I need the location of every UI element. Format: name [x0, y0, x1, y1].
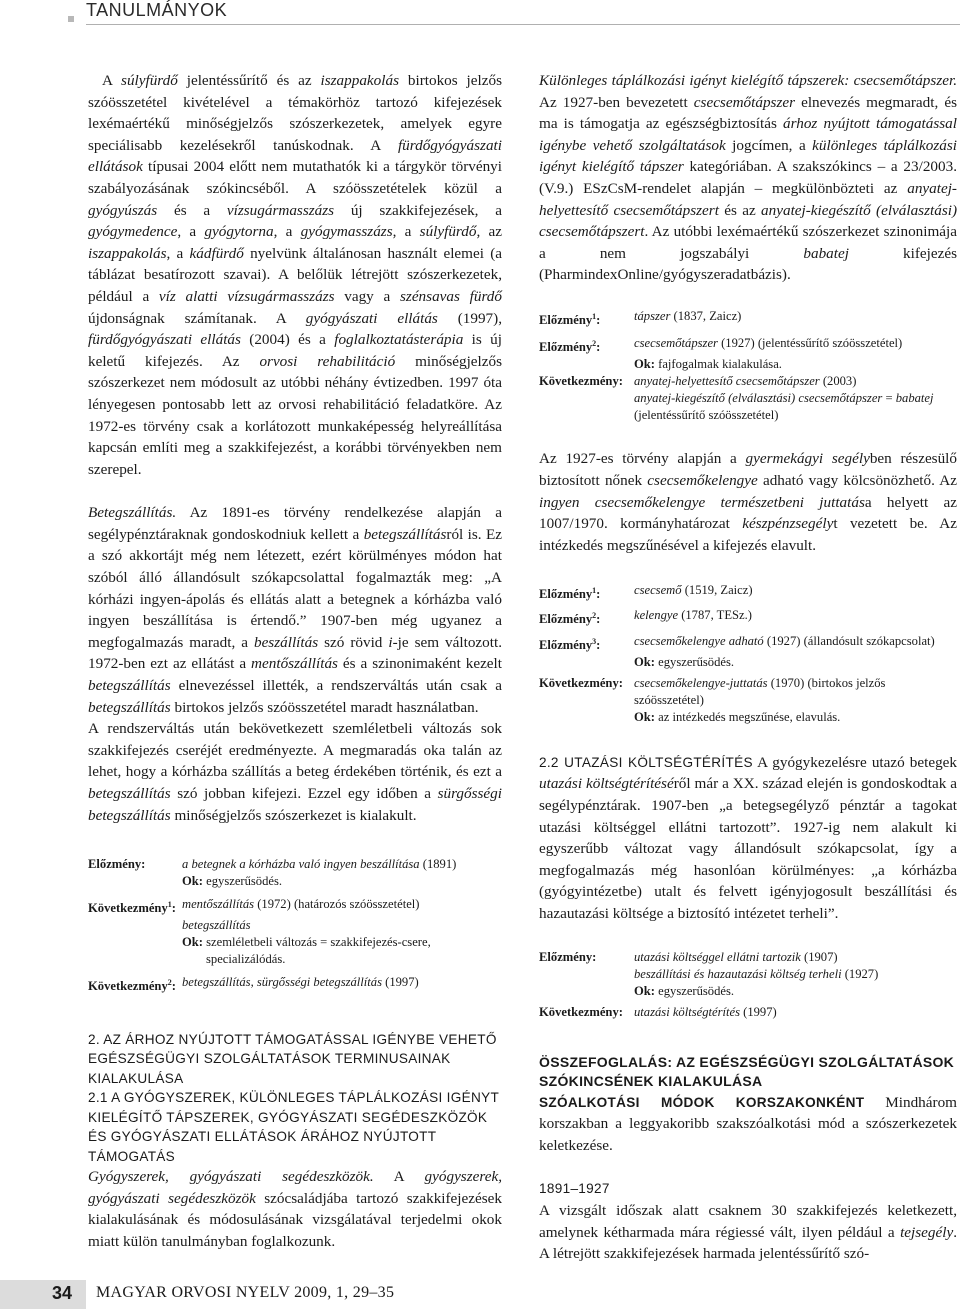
ety-label: Előzmény:: [539, 949, 597, 964]
paragraph-csecsemokelengye: Az 1927-es törvény alapján a gyermekágyi segélyben részesülő biztosított nőnek csecsemőkelengye adható vagy kölcsönözhető. Az ingyen csecsemőkelengye természetbeni juttatása helyett az 1007/1970. kormányhatározat készpénzsegélyt vezetett be. Az intézkedés megszűnésével a kifejezés elavult.: [539, 450, 957, 554]
ety-ok-label: Ok:: [634, 983, 655, 998]
ety-ok-text: az intézkedés megszűnése, elavulás.: [655, 709, 841, 724]
paragraph-betegszallitas: Betegszállítás. Az 1891-es törvény rendelkezése alapján a segélypénztáraknak gondoskodniuk kellett a betegszállításról is. Ez a szó akkortájt még nem létezett, ezért körülményes módon hat szóból álló állandósult szókapcsolattal fogalmazták meg: „A kórházi ingyen-ápolás és ellátás alatt a betegnek a kórházba való ingyen beszállítása is értendő.” 1907-ben még ugyanez a megfogalmazás maradt, a beszállítás szó rövid i-je sem változott. 1972-ben ezt az ellátást a mentőszállítás és a szinonimaként kezelt betegszállítás elnevezéssel illették, a rendszerváltás után csak a betegszállítás birtokos jelzős szóösszetétel maradt használatban.: [88, 504, 502, 716]
ety-value: a betegnek a kórházba való ingyen beszállítása (1891): [182, 857, 457, 872]
ety-value: betegszállítás, sürgősségi betegszállítás (1997): [182, 975, 419, 990]
ety-value: csecsemő (1519, Zaicz): [634, 583, 753, 598]
ety-ok-text: egyszerűsödés.: [203, 874, 283, 889]
ety-value: betegszállítás: [182, 918, 251, 933]
etymology-box-utazas: [539, 949, 957, 1021]
ety-value: csecsemőtápszer (1927) (jelentéssűrítő szóösszetétel): [634, 336, 903, 351]
paragraph-utazasi-text: A gyógykezelésre utazó betegek utazási költségtérítéséről már a XX. század elején is gondoskodtak a segélypénztárak. 1907-ben „a betegsegélyző pénztár a tagokat utazási költséggel ellátni tartozott”. 1927-ig nem alakult ki egyszerűbb változat vagy állandósult szókapcsolat, így a megfogalmazás még hasonlóan körülményes: „a kórházba (gyógyintézetbe) utalt és felvett igényjogosult beszállítási és hazautazási költsége a biztosító intézetet terheli”.: [539, 753, 958, 922]
heading-section-2-1: 2.1 A GYÓGYSZEREK, KÜLÖNLEGES TÁPLÁLKOZÁSI IGÉNYT KIELÉGÍTŐ TÁPSZEREK, GYÓGYÁSZATI SEGÉDESZKÖZÖK ÉS GYÓGYÁSZATI ELLÁTÁSOK ÁRÁHOZ NYÚJTOTT TÁMOGATÁS: [88, 1090, 499, 1164]
heading-summary: ÖSSZEFOGLALÁS: AZ EGÉSZSÉGÜGYI SZOLGÁLTATÁSOK SZÓKINCSÉNEK KIALAKULÁSA: [539, 1053, 955, 1090]
header-square-icon: [68, 16, 74, 22]
ety-value: anyatej-helyettesítő csecsemőtápszer (2003): [634, 374, 857, 389]
ety-ok-text: egyszerűsödés.: [655, 654, 735, 669]
paragraph-szoalkotas: [539, 1092, 957, 1157]
ety-ok-text: szemléletbeli változás = szakkifejezés-csere,: [203, 935, 431, 950]
ety-value: kelengye (1787, TESz.): [634, 608, 752, 623]
ety-ok-label: Ok:: [634, 654, 655, 669]
ety-label: Következmény:: [539, 675, 623, 690]
heading-szoalkotasi-modok: SZÓALKOTÁSI MÓDOK KORSZAKONKÉNT: [539, 1094, 865, 1110]
ety-label: Következmény:: [539, 1004, 623, 1019]
ety-value: utazási költséggel ellátni tartozik (1907): [634, 949, 838, 964]
ety-label: Következmény$^2$:: [88, 978, 176, 994]
page-header: [0, 0, 960, 28]
heading-section-2: 2. AZ ÁRHOZ NYÚJTOTT TÁMOGATÁSSAL IGÉNYBE VEHETŐ EGÉSZSÉGÜGYI SZOLGÁLTATÁSOK TERMINUSAINAK KIALAKULÁSA: [88, 1031, 497, 1086]
paragraph-csecsemotapszer: Különleges táplálkozási igényt kielégítő tápszerek: csecsemőtápszer. Az 1927-ben bevezetett csecsemőtápszer elnevezés megmaradt, és ma is támogatja az egészségbiztosítás árhoz nyújtott támogatással igénybe vehető szolgáltatások jogcímen, a különleges táplálkozási igényt kielégítő tápszer kategóriában. A szakszókincs – a 23/2003. (V.9.) ESzCsM-rendelet alapján – megkülönbözteti az anyatej-helyettesítő csecsemőtápszert és az anyatej-kiegészítő (elválasztási) csecsemőtápszert. Az utóbbi lexémaértékű szószerkezet szinonimája a nem jogszabályi babatej kifejezés (PharmindexOnline/gyógyszeradatbázis).: [539, 72, 958, 284]
ety-ok-label: Ok:: [182, 874, 203, 889]
paragraph-furdogyogyaszat: A súlyfürdő jelentéssűrítő és az iszappakolás birtokos jelzős szóösszetétel kivételével a témakörhöz tartozó kifejezések lexémaértékű minőségjelzős szószerkezetek, amelyek egyre speciálisabb kezelésekről tanúskodnak. A fürdőgyógyászati ellátások típusai 2004 előtt nem mutathatók ki a tárgykör törvényi szabályozásának szókincséből. A szóösszetételek közül a gyógyúszás és a vízsugármasszázs új szakkifejezések, a gyógymedence, a gyógytorna, a gyógymasszázs, a súlyfürdő, az iszappakolás, a kádfürdő nyelvünk általánosan használt elemei (a táblázat besatírozott szavai). A belőlük létrejött szószerkezetek, például a víz alatti vízsugármasszázs vagy a szénsavas fürdő újdonságnak számítanak. A gyógyászati ellátás (1997), fürdőgyógyászati ellátás (2004) és a foglalkoztatásterápia is új keletű kifejezés. Az orvosi rehabilitáció minőségjelzős szószerkezet nem módosult az utóbbi néhány évtizedben. 1997 óta lényegesen pontosabb lett az orvosi rehabilitáció feladatköre. Az 1972-es törvény csak a korlátozott munkaképesség helyreállítása kapcsán említi meg a szakkifejezést, a korábbi törvényekben nem szerepel.: [88, 72, 502, 478]
ety-ok-text: egyszerűsödés.: [655, 983, 735, 998]
ety-ok-text: specializálódás.: [206, 952, 286, 967]
ety-value: mentőszállítás (1972) (határozós szóösszetétel): [182, 897, 420, 912]
ety-value: (jelentéssűrítő szóösszetétel): [634, 408, 779, 423]
paragraph-szoalkotas-text: Mindhárom korszakban a leggyakoribb szakszóalkotási mód a szószerkezetek keletkezése.: [539, 1093, 957, 1154]
header-rule: [86, 24, 960, 25]
ety-ok-text: fajfogalmak kialakulása.: [655, 357, 782, 372]
ety-label: Következmény$^1$:: [88, 900, 176, 916]
right-column: [539, 70, 957, 1265]
paragraph-rendszervaltas: A rendszerváltás után bekövetkezett szemléletbeli változás sok szakkifejezés cseréjét eredményezte. A megmaradás oka talán az lehet, hogy a kórházba szállítás a beteg érdekében történik, és ezt a betegszállítás szó jobban kifejezi. Ezzel egy időben a sürgősségi betegszállítás minőségjelzős szószerkezet is kialakult.: [88, 720, 502, 824]
heading-period-1891-1927: 1891–1927: [539, 1181, 610, 1197]
ety-value: tápszer (1837, Zaicz): [634, 308, 742, 323]
ety-label: Előzmény$^1$:: [539, 311, 601, 328]
page-footer: [0, 1280, 960, 1309]
ety-value: csecsemőkelengye-juttatás (1970) (birtokos jelzős szóösszetétel): [634, 675, 886, 707]
journal-title: MAGYAR ORVOSI NYELV 2009, 1, 29–35: [96, 1284, 395, 1301]
ety-label: Előzmény:: [88, 857, 146, 872]
etymology-box-kelengye: [539, 582, 957, 726]
ety-label: Következmény:: [539, 374, 623, 389]
ety-value: anyatej-kiegészítő (elválasztási) csecsemőtápszer = babatej: [634, 391, 934, 406]
etymology-box-tapszer: [539, 308, 957, 424]
ety-value: beszállítási és hazautazási költség terheli (1927): [634, 966, 879, 981]
ety-ok-label: Ok:: [634, 357, 655, 372]
ety-label: Előzmény$^1$:: [539, 586, 601, 602]
ety-value: csecsemőkelengye adható (1927) (állandósult szókapcsolat): [634, 633, 935, 648]
ety-ok-label: Ok:: [634, 709, 655, 724]
ety-ok-label: Ok:: [182, 935, 203, 950]
etymology-box-betegszallitas: [88, 856, 502, 995]
page-number-box: [0, 1280, 86, 1309]
left-column: [88, 70, 502, 1252]
section-title: TANULMÁNYOK: [86, 0, 228, 20]
ety-label: Előzmény$^3$:: [539, 636, 601, 652]
paragraph-utazasi-koltsegtérítés: [539, 752, 957, 925]
paragraph-vizsgalt-idoszak: A vizsgált időszak alatt csaknem 30 szakkifejezés keletkezett, amelynek kétharmada mára régiessé vált, ilyen például a tejsegély. A létrejött szakkifejezések harmada jelentéssűrítő szó-: [539, 1201, 957, 1263]
ety-label: Előzmény$^2$:: [539, 339, 601, 355]
ety-label: Előzmény$^2$:: [539, 611, 601, 627]
ety-value: utazási költségtérítés (1997): [634, 1004, 777, 1019]
page-number: 34: [52, 1283, 73, 1303]
paragraph-gyogyszerek: Gyógyszerek, gyógyászati segédeszközök. A gyógyszerek, gyógyászati segédeszközök szócsaládjába tartozó szakkifejezések kialakulásának és módosulásának vizsgálatával terjedelmi okok miatt külön tanulmányban foglalkozunk.: [88, 1168, 502, 1250]
heading-section-2-2: 2.2 UTAZÁSI KÖLTSÉGTÉRÍTÉS: [539, 754, 753, 770]
